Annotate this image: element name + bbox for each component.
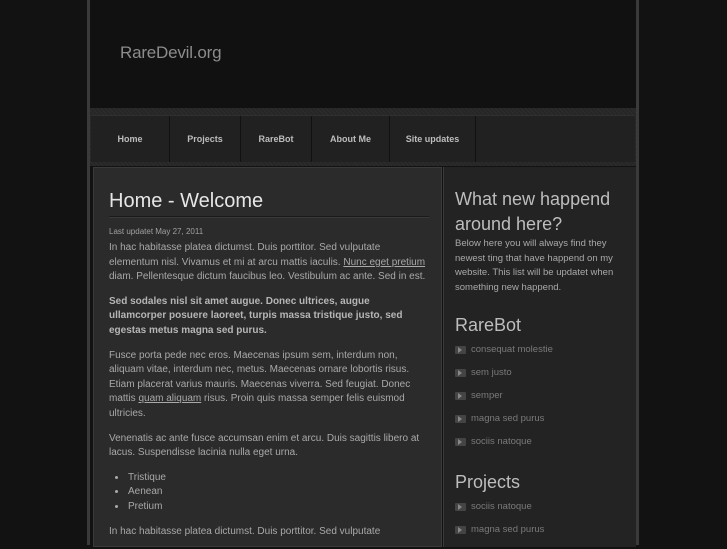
sidebar-projects-heading: Projects — [455, 472, 521, 492]
paragraph-3: Fusce porta pede nec eros. Maecenas ipsum sem, interdum non, aliquam vitae, interdum nec, metus. Maecenas ornare lobortis risus. Etiam placerat varius mauris. Maecenas viverra. Sed feugiat. Donec mattis quam aliquam risus. Proin quis massa semper felis euismod ultricies. — [109, 349, 411, 419]
sidebar-news-heading: What new happend around here? — [455, 189, 611, 234]
main-nav — [91, 115, 635, 162]
paragraph-5: In hac habitasse platea dictumst. Duis porttitor. Sed vulputate — [109, 525, 381, 537]
paragraph-4: Venenatis ac ante fusce accumsan enim et arcu. Duis sagittis libero at lacus. Suspendisse lacinia nulla eget urna. — [109, 432, 420, 459]
rarebot-item[interactable]: consequat molestie — [455, 338, 630, 361]
bullet-list — [109, 471, 429, 515]
sidebar-rarebot — [455, 313, 630, 453]
list-item: • Tristique — [127, 471, 429, 486]
sidebar — [443, 167, 636, 547]
sidebar-projects — [455, 470, 630, 541]
sidebar-news — [455, 187, 630, 295]
arrow-right-icon — [455, 526, 466, 534]
nav-site-updates[interactable]: Site updates — [390, 116, 476, 162]
arrow-right-icon — [455, 392, 466, 400]
rarebot-item[interactable]: magna sed purus — [455, 407, 630, 430]
nav-projects[interactable]: Projects — [170, 116, 241, 162]
projects-item[interactable]: sociis natoque — [455, 495, 630, 518]
content-body — [109, 226, 429, 549]
link-quam-aliquam[interactable]: quam aliquam — [138, 393, 202, 405]
nav-home[interactable]: Home — [91, 116, 170, 162]
site-title[interactable]: RareDevil.org — [120, 43, 222, 62]
sidebar-news-intro: Below here you will always find they newest ting that have happend on my website. This list will be updatet when something new happend. — [455, 238, 614, 293]
projects-item[interactable]: magna sed purus — [455, 518, 630, 541]
last-update: Last updatet May 27, 2011 — [109, 227, 204, 236]
link-nunc-eget-pretium[interactable]: Nunc eget pretium — [343, 256, 426, 268]
paragraph-bold: Sed sodales nisl sit amet augue. Donec ultrices, augue ullamcorper posuere laoreet, turpis massa tristique justo, sed egestas metus magna sed purus. — [109, 295, 403, 336]
arrow-right-icon — [455, 369, 466, 377]
page-title: Home - Welcome — [109, 190, 264, 212]
title-divider — [109, 216, 429, 218]
nav-about-me[interactable]: About Me — [312, 116, 390, 162]
arrow-right-icon — [455, 438, 466, 446]
page-wrapper — [87, 0, 639, 545]
projects-list — [455, 495, 630, 541]
list-item: • Pretium — [127, 500, 429, 515]
arrow-right-icon — [455, 346, 466, 354]
nav-rarebot[interactable]: RareBot — [241, 116, 312, 162]
rarebot-list — [455, 338, 630, 453]
arrow-right-icon — [455, 415, 466, 423]
rarebot-item[interactable]: sociis natoque — [455, 430, 630, 453]
arrow-right-icon — [455, 503, 466, 511]
paragraph-1: In hac habitasse platea dictumst. Duis porttitor. Sed vulputate elementum nisl. Vivamus et mi at arcu mattis iaculis. Nunc eget pretium diam. Pellentesque dictum faucibus leo. Vestibulum ac ante. Sed in est. — [109, 242, 426, 283]
main-content — [93, 167, 442, 547]
rarebot-item[interactable]: sem justo — [455, 361, 630, 384]
sidebar-rarebot-heading: RareBot — [455, 315, 522, 335]
site-header — [90, 0, 636, 108]
list-item: • Aenean — [127, 485, 429, 500]
rarebot-item[interactable]: semper — [455, 384, 630, 407]
